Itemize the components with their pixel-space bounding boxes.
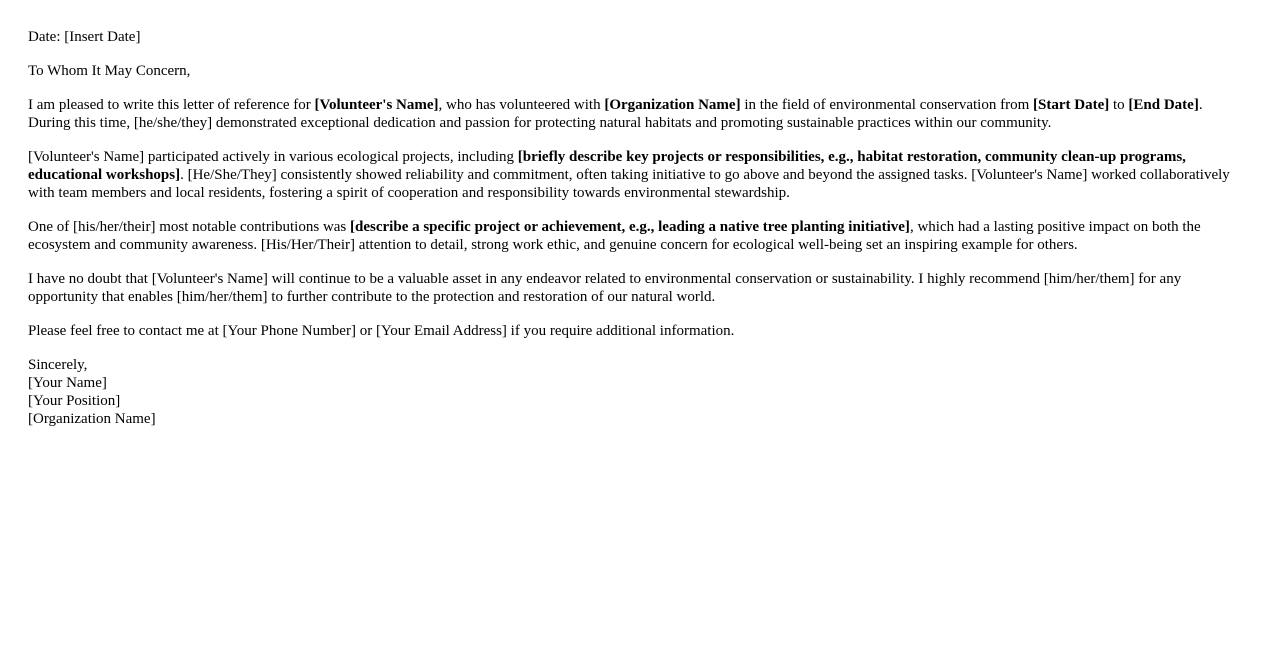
signature-block bbox=[28, 356, 1240, 428]
intro-text-5: . During this time, [he/she/they] demonstrated exceptional dedication and passion for protecting natural habitats and promoting sustainable practices within our community. bbox=[28, 97, 1203, 131]
volunteer-name-placeholder: [Volunteer's Name] bbox=[314, 97, 439, 113]
reference-letter bbox=[28, 28, 1240, 444]
organization-name-placeholder: [Organization Name] bbox=[604, 97, 741, 113]
start-date-placeholder: [Start Date] bbox=[1033, 97, 1110, 113]
intro-text-4: to bbox=[1109, 97, 1129, 113]
contribution-text-2: , which had a lasting positive impact on both the ecosystem and community awareness. [His/Her/Their] attention to detail, strong work ethic, and genuine concern for ecological well-being set an inspiring example for others. bbox=[28, 219, 1201, 253]
contact-paragraph: Please feel free to contact me at [Your Phone Number] or [Your Email Address] if you require additional information. bbox=[28, 323, 735, 339]
intro-text-2: , who has volunteered with bbox=[438, 97, 605, 113]
achievement-placeholder: [describe a specific project or achievement, e.g., leading a native tree planting initiative] bbox=[350, 219, 910, 235]
signer-position: [Your Position] bbox=[28, 393, 121, 409]
signer-organization: [Organization Name] bbox=[28, 411, 156, 427]
projects-text-1: [Volunteer's Name] participated actively in various ecological projects, including bbox=[28, 149, 518, 165]
projects-paragraph bbox=[28, 148, 1240, 202]
date-line: Date: [Insert Date] bbox=[28, 29, 141, 45]
contribution-paragraph bbox=[28, 218, 1240, 254]
intro-text-1: I am pleased to write this letter of reference for bbox=[28, 97, 315, 113]
signer-name: [Your Name] bbox=[28, 375, 107, 391]
projects-placeholder: [briefly describe key projects or responsibilities, e.g., habitat restoration, community clean-up programs, educational workshops] bbox=[28, 149, 1186, 183]
intro-paragraph bbox=[28, 96, 1240, 132]
projects-text-2: . [He/She/They] consistently showed reliability and commitment, often taking initiative to go above and beyond the assigned tasks. [Volunteer's Name] worked collaboratively with team members and local residents, fostering a spirit of cooperation and responsibility towards environmental stewardship. bbox=[28, 167, 1230, 201]
intro-text-3: in the field of environmental conservation from bbox=[740, 97, 1034, 113]
salutation: To Whom It May Concern, bbox=[28, 63, 191, 79]
closing-sincerely: Sincerely, bbox=[28, 357, 88, 373]
recommendation-paragraph: I have no doubt that [Volunteer's Name] will continue to be a valuable asset in any endeavor related to environmental conservation or sustainability. I highly recommend [him/her/them] for any opportunity that enables [him/her/them] to further contribute to the protection and restoration of our natural world. bbox=[28, 271, 1182, 305]
contribution-text-1: One of [his/her/their] most notable contributions was bbox=[28, 219, 351, 235]
end-date-placeholder: [End Date] bbox=[1128, 97, 1199, 113]
